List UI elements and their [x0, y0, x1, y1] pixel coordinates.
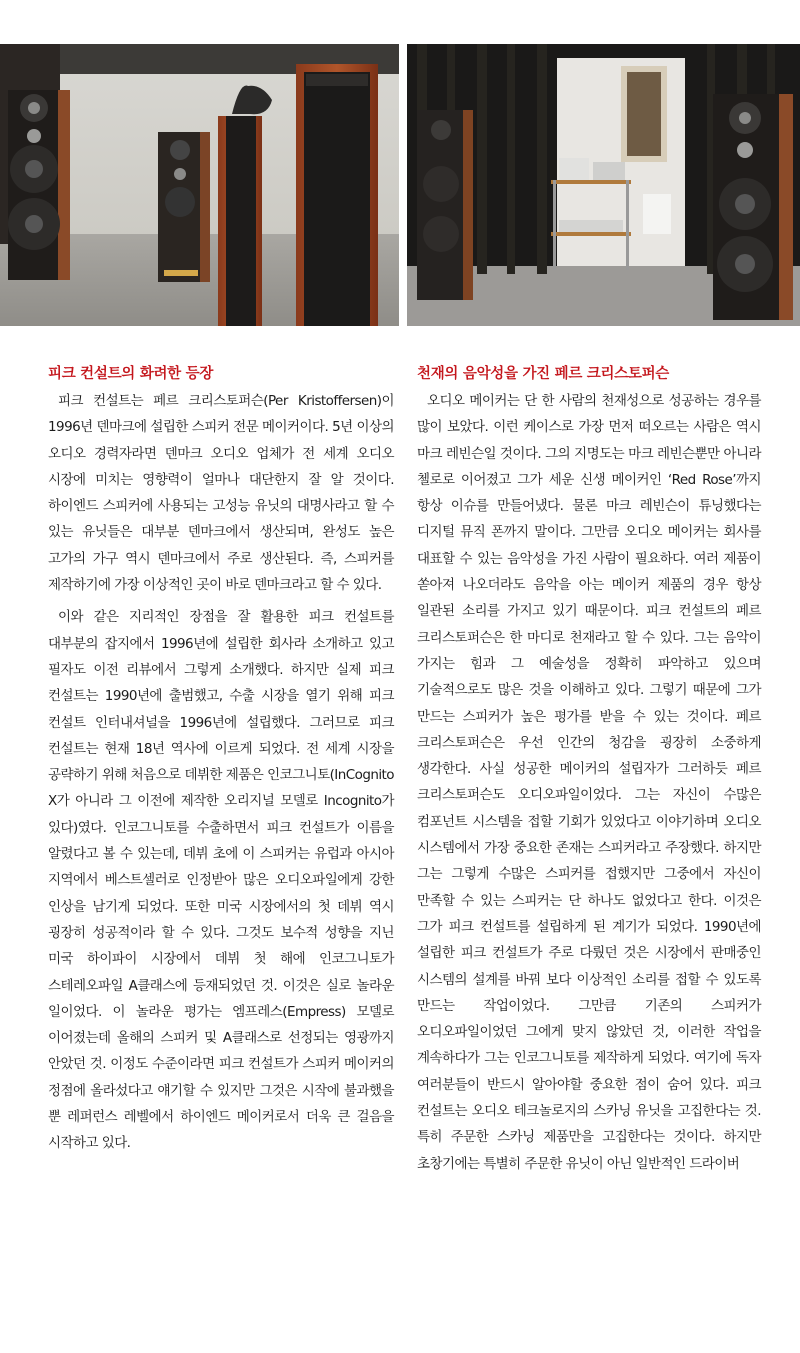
article-paragraph: 이와 같은 지리적인 장점을 잘 활용한 피크 컨설트를 대부분의 잡지에서 1996년에 설립한 회사라 소개하고 있고 필자도 이전 리뷰에서 그렇게 소개했다. 하지만 실제 피크 컨설트는 1990년에 출범했고, 수출 시장을 열기 위해 피크 컨설트 인터내셔널을 1996년에 설립했다. 그러므로 피크 컨설트는 현재 18년 역사에 이르게 되었다. 전 세계 시장을 공략하기 위해 처음으로 데뷔한 제품은 인코그니토(InCognito X가 아니라 그 이전에 제작한 오리지널 모델로 Incognito가 있다)였다. 인코그니토를 수출하면서 피크 컨설트가 이름을 알렸다고 볼 수 있는데, 데뷔 초에 이 스피커는 유럽과 아시아 지역에서 베스트셀러로 인정받아 많은 오디오파일에게 강한 인상을 남기게 되었다. 또한 미국 시장에서의 첫 데뷔 역시 굉장히 성공적이라 할 수 있다. 그것도 보수적 성향을 지닌 미국 하이파이 시장에서 데뷔 첫 해에 인코그니토가 스테레오파일 A클래스에 등재되었던 것. 이것은 실로 놀라운 일이었다. 이 놀라운 평가는 엠프레스(Empress) 모델로 이어졌는데 올해의 스피커 및 A클래스로 선정되는 영광까지 안았던 것. 이정도 수준이라면 피크 컨설트가 스피커 메이커의 정점에 올라섰다고 얘기할 수 있지만 그것은 시작에 불과했을 뿐 레퍼런스 레벨에서 하이엔드 메이커로서 더욱 큰 걸음을 시작하고 있다. — [48, 609, 394, 1152]
article-column-right — [417, 362, 761, 1183]
section-heading-peak-consult-debut: 피크 컨설트의 화려한 등장 — [48, 366, 214, 382]
article-paragraph: 오디오 메이커는 단 한 사람의 천재성으로 성공하는 경우를 많이 보았다. 이런 케이스로 가장 먼저 떠오르는 사람은 역시 마크 레빈슨일 것이다. 그의 지명도는 마크 레빈슨뿐만 아니라 첼로로 이어졌고 그가 세운 신생 메이커인 ‘Red Rose’까지 항상 이슈를 만들어냈다. 물론 마크 레빈슨이 튜닝했다는 디지털 뮤직 폰까지 말이다. 그만큼 오디오 메이커는 회사를 대표할 수 있는 음악성을 가진 사람이 필요하다. 여러 제품이 쏟아져 나오더라도 음악을 아는 메이커 제품의 경우 항상 일관된 소리를 가지고 있기 때문이다. 피크 컨설트의 페르 크리스토퍼슨은 한 마디로 천재라고 할 수 있다. 그는 음악이 가지는 힘과 그 예술성을 정확히 파악하고 있으며 기술적으로도 많은 것을 이해하고 있다. 그렇기 때문에 그가 만드는 스피커가 높은 평가를 받을 수 있는 것이다. 페르 크리스토퍼슨은 우선 인간의 청감을 굉장히 소중하게 생각한다. 사실 성공한 메이커의 설립자가 그러하듯 페르 크리스토퍼슨도 오디오파일이었다. 그는 자신이 수많은 컴포넌트 시스템을 접할 기회가 있었다고 이야기하며 오디오 시스템에서 가장 중요한 존재는 스피커라고 주장했다. 하지만 그는 그렇게 수많은 스피커를 접했지만 그중에서 자신이 만족할 수 있는 스피커는 단 하나도 없었다고 한다. 이것은 그가 피크 컨설트를 설립하게 된 계기가 되었다. 1990년에 설립한 피크 컨설트가 주로 다뤘던 것은 시장에서 판매중인 시스템의 설계를 바꿔 보다 이상적인 소리를 접할 수 있도록 만드는 작업이었다. 그만큼 기존의 스피커가 오디오파일이었던 그에게 맞지 않았던 것, 이러한 작업을 계속하다가 그는 인코그니토를 제작하게 되었다. 여기에 독자 여러분들이 반드시 알아야할 중요한 점이 숨어 있다. 피크 컨설트는 오디오 테크놀로지의 스카닝 유닛을 고집한다는 것. 특히 주문한 스카닝 제품만을 고집한다는 것이다. 하지만 초창기에는 특별히 주문한 유닛이 아닌 일반적인 드라이버 — [417, 393, 761, 1172]
section-heading-per-kristoffersen: 천재의 음악성을 가진 페르 크리스토퍼슨 — [417, 366, 670, 382]
article-column-left — [48, 362, 394, 1163]
speaker-room-photo-right — [407, 44, 800, 326]
article-paragraph: 피크 컨설트는 페르 크리스토퍼슨(Per Kristoffersen)이 1996년 덴마크에 설립한 스피커 전문 메이커이다. 5년 이상의 오디오 경력자라면 덴마크 오디오 업체가 전 세계 오디오 시장에 미치는 영향력이 얼마나 대단한지 잘 알 것이다. 하이엔드 스피커에 사용되는 고성능 유닛의 대명사라고 할 수 있는 유닛들은 대부분 덴마크에서 생산되며, 완성도 높은 고가의 가구 역시 덴마크에서 주로 생산된다. 즉, 스피커를 제작하기에 가장 이상적인 곳이 바로 덴마크라고 할 수 있다. — [48, 393, 394, 594]
speaker-room-photo-left — [0, 44, 399, 326]
